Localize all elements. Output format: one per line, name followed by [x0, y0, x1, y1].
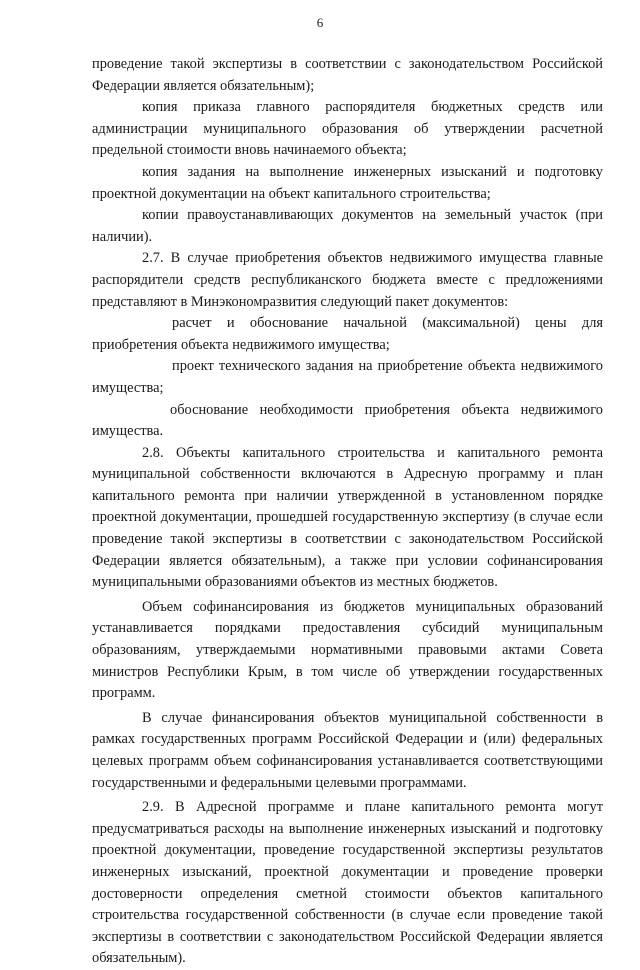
paragraph-section-2-9: 2.9. В Адресной программе и плане капитального ремонта могут предусматриваться расходы на выполнение инженерных изысканий и подготовку проектной документации, проведение государственной экспертизы результатов инженерных изысканий, проектной документации и проведение проверки достоверности определения сметной стоимости объектов капитального строительства государственной собственности (в случае если проведение такой экспертизы в соответствии с законодательством Российской Федерации является обязательным).	[92, 799, 603, 967]
document-body	[92, 54, 603, 970]
paragraph-expertise-continuation: проведение такой экспертизы в соответствии с законодательством Российской Федерации является обязательным);	[92, 56, 603, 94]
paragraph-price-calculation: расчет и обоснование начальной (максимальной) цены для приобретения объекта недвижимого имущества;	[92, 315, 603, 353]
paragraph-assignment-copy: копия задания на выполнение инженерных изысканий и подготовку проектной документации на объект капитального строительства;	[92, 163, 603, 202]
paragraph-land-documents: копии правоустанавливающих документов на земельный участок (при наличии).	[92, 207, 603, 245]
paragraph-section-2-7: 2.7. В случае приобретения объектов недвижимого имущества главные распорядители средств республиканского бюджета вместе с предложениями представляют в Минэкономразвития следующий пакет документов:	[92, 250, 603, 310]
paragraph-federal-programs: В случае финансирования объектов муниципальной собственности в рамках государственных программ Российской Федерации и (или) федеральных целевых программ объем софинансирования устанавливается соответствующими государственными и федеральными целевыми программами.	[92, 709, 603, 791]
paragraph-acquisition-justification: обоснование необходимости приобретения объекта недвижимого имущества.	[92, 401, 603, 440]
paragraph-cofinancing-volume: Объем софинансирования из бюджетов муниципальных образований устанавливается порядками предоставления субсидий муниципальным образованиям, утверждаемыми нормативными правовыми актами Совета министров Республики Крым, в том числе об утверждении государственных программ.	[92, 598, 603, 702]
paragraph-technical-assignment: проект технического задания на приобретение объекта недвижимого имущества;	[92, 358, 603, 396]
page-number: 6	[316, 15, 324, 30]
paragraph-order-copy: копия приказа главного распорядителя бюджетных средств или администрации муниципального образования об утверждении расчетной предельной стоимости вновь начинаемого объекта;	[92, 99, 603, 159]
paragraph-section-2-8: 2.8. Объекты капитального строительства и капитального ремонта муниципальной собственности включаются в Адресную программу и план капитального ремонта при наличии утвержденной в установленном порядке проектной документации, прошедшей государственную экспертизу (в случае если проведение такой экспертизы в соответствии с законодательством Российской Федерации является обязательным), а также при условии софинансирования муниципальными образованиями объектов из местных бюджетов.	[92, 444, 603, 591]
